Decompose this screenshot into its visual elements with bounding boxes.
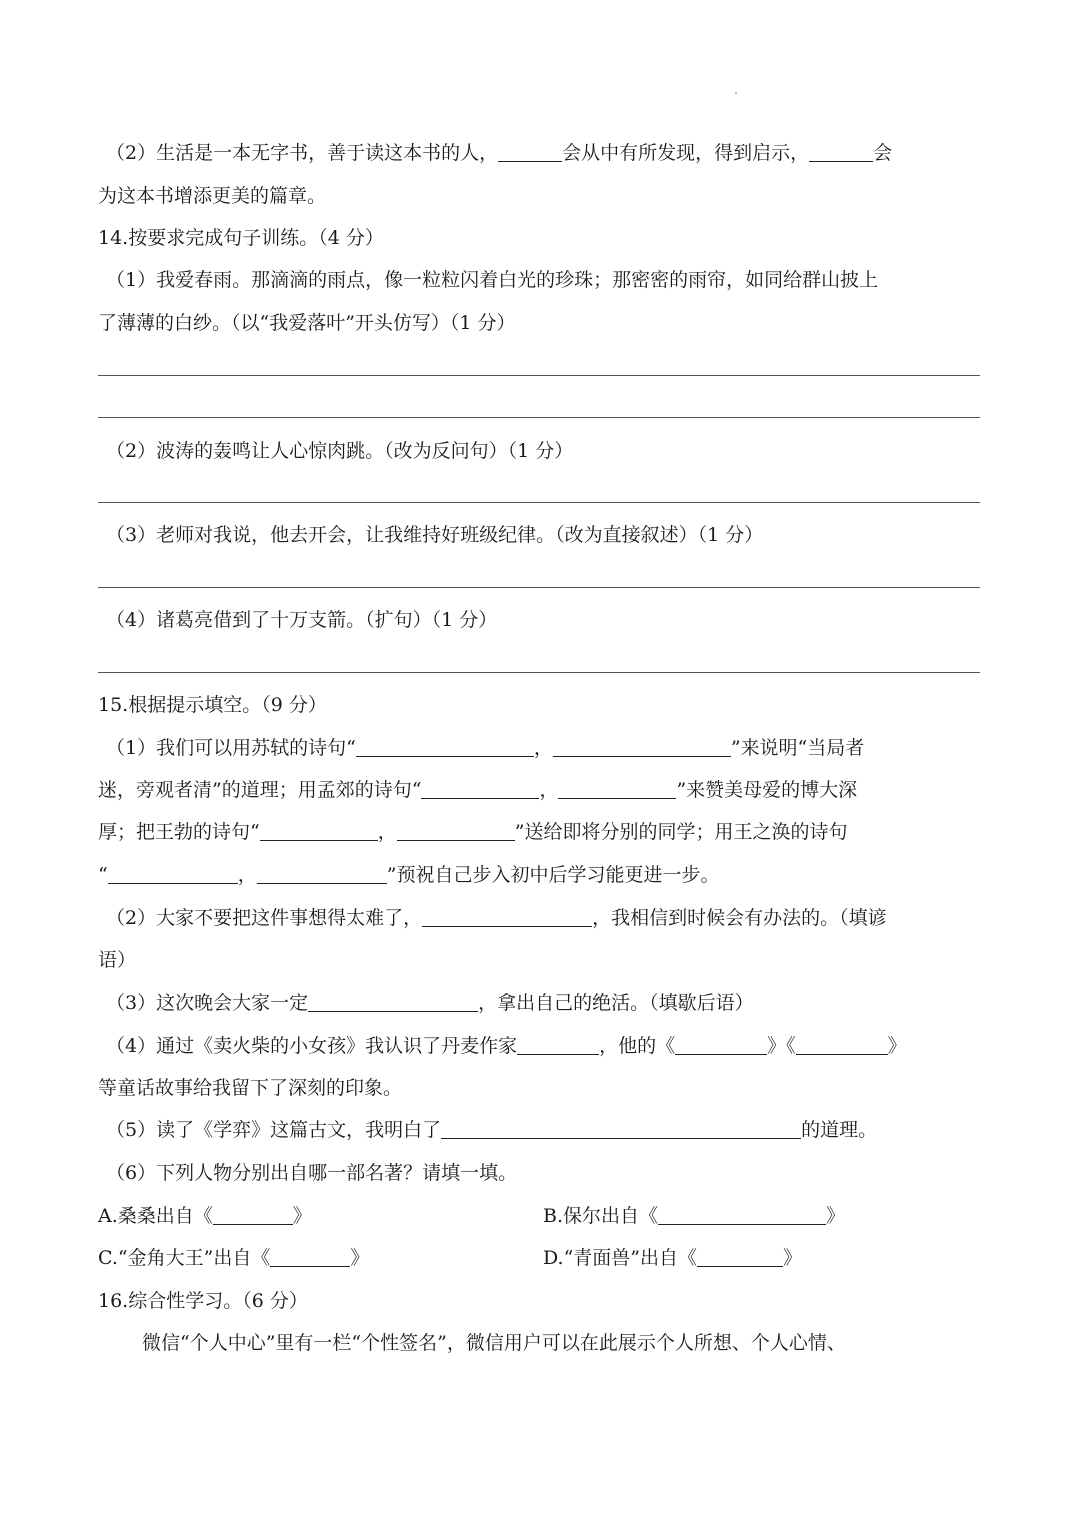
answer-line[interactable] (98, 587, 980, 588)
q15-1-line4: “ ， ”预祝自己步入初中后学习能更进一步。 (98, 864, 720, 886)
answer-blank[interactable] (558, 778, 676, 799)
answer-blank[interactable] (441, 1118, 801, 1139)
q15-title: 15.根据提示填空。（9 分） (98, 694, 327, 716)
q15-1-line1: （1）我们可以用苏轼的诗句“ ， ”来说明“当局者 (106, 737, 865, 759)
answer-blank[interactable] (498, 141, 562, 162)
answer-line[interactable] (98, 502, 980, 503)
q15-6-option-d: D.“青面兽”出自《 》 (543, 1247, 803, 1269)
answer-blank[interactable] (553, 736, 731, 757)
q15-4-line1: （4）通过《卖火柴的小女孩》我认识了丹麦作家 ，他的《 》《 》 (106, 1035, 907, 1057)
answer-blank[interactable] (308, 991, 478, 1012)
answer-blank[interactable] (422, 906, 592, 927)
q15-6-option-c: C.“金角大王”出自《 》 (98, 1247, 370, 1269)
answer-blank[interactable] (517, 1034, 599, 1055)
q16-title: 16.综合性学习。（6 分） (98, 1290, 308, 1312)
q13-2-line1: （2）生活是一本无字书，善于读这本书的人， 会从中有所发现，得到启示， 会 (106, 142, 893, 164)
answer-blank[interactable] (213, 1204, 293, 1225)
q15-3: （3）这次晚会大家一定 ，拿出自己的绝活。（填歇后语） (106, 992, 754, 1014)
q14-title: 14.按要求完成句子训练。（4 分） (98, 227, 384, 249)
q15-6: （6）下列人物分别出自哪一部名著？请填一填。 (106, 1162, 518, 1184)
q15-2-line2: 语） (98, 949, 137, 971)
answer-line[interactable] (98, 672, 980, 673)
answer-blank[interactable] (356, 736, 534, 757)
q15-5: （5）读了《学弈》这篇古文，我明白了 的道理。 (106, 1119, 878, 1141)
q16-paragraph: 微信“个人中心”里有一栏“个性签名”，微信用户可以在此展示个人所想、个人心情、 (142, 1332, 846, 1354)
q15-4-line2: 等童话故事给我留下了深刻的印象。 (98, 1077, 403, 1099)
answer-line[interactable] (98, 417, 980, 418)
answer-blank[interactable] (658, 1204, 826, 1225)
q14-3: （3）老师对我说，他去开会，让我维持好班级纪律。（改为直接叙述）（1 分） (106, 524, 764, 546)
answer-blank[interactable] (421, 778, 539, 799)
scan-speck (735, 92, 737, 94)
q15-1-line2: 迷，旁观者清”的道理；用孟郊的诗句“ ， ”来赞美母爱的博大深 (98, 779, 858, 801)
answer-blank[interactable] (397, 820, 515, 841)
q14-4: （4）诸葛亮借到了十万支箭。（扩句）（1 分） (106, 609, 498, 631)
q15-1-line3: 厚；把王勃的诗句“ ， ”送给即将分别的同学；用王之涣的诗句 (98, 821, 848, 843)
answer-blank[interactable] (796, 1034, 888, 1055)
q15-6-option-b: B.保尔出自《 》 (543, 1205, 846, 1227)
q15-6-option-a: A.桑桑出自《 》 (98, 1205, 312, 1227)
q13-2-line2: 为这本书增添更美的篇章。 (98, 185, 327, 207)
answer-blank[interactable] (260, 820, 378, 841)
answer-blank[interactable] (108, 863, 238, 884)
answer-blank[interactable] (257, 863, 387, 884)
q14-2: （2）波涛的轰鸣让人心惊肉跳。（改为反问句）（1 分） (106, 440, 574, 462)
q15-2-line1: （2）大家不要把这件事想得太难了， ，我相信到时候会有办法的。（填谚 (106, 907, 887, 929)
q14-1-line1: （1）我爱春雨。那滴滴的雨点，像一粒粒闪着白光的珍珠；那密密的雨帘，如同给群山披上 (106, 269, 879, 291)
answer-blank[interactable] (675, 1034, 767, 1055)
answer-line[interactable] (98, 375, 980, 376)
q14-1-line2: 了薄薄的白纱。（以“我爱落叶”开头仿写）（1 分） (98, 312, 516, 334)
answer-blank[interactable] (697, 1246, 783, 1267)
answer-blank[interactable] (809, 141, 873, 162)
answer-blank[interactable] (270, 1246, 350, 1267)
